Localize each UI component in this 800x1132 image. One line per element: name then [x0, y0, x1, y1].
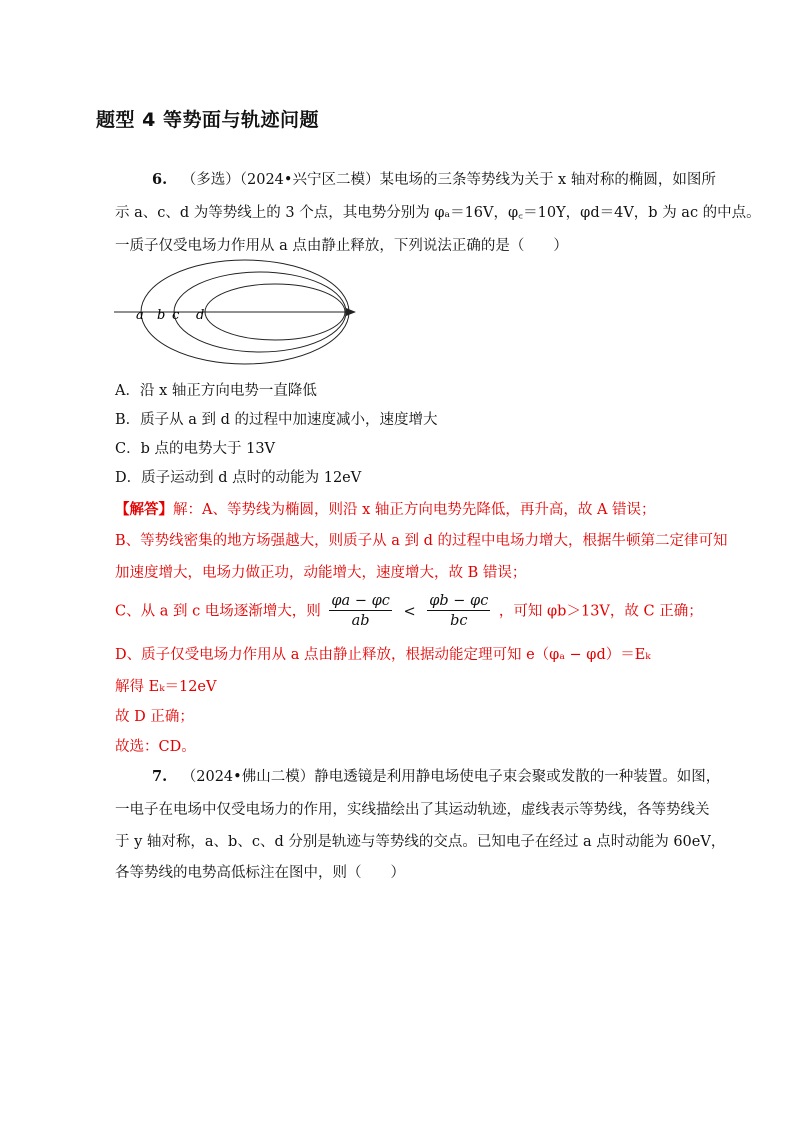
option-b: B．质子从 a 到 d 的过程中加速度减小，速度增大 [115, 412, 438, 428]
answer-c-prefix: C、从 a 到 c 电场逐渐增大，则 [115, 603, 321, 620]
label-d: d [196, 308, 205, 323]
q6-line2: 示 a、c、d 为等势线上的 3 个点，其电势分别为 φₐ＝16V，φ꜀＝10Y，φd＝4V，b 为 ac 的中点。 [115, 205, 761, 221]
section-heading: 题型 4 等势面与轨迹问题 [96, 109, 319, 131]
fraction-2-denominator: bc [450, 613, 468, 629]
fraction-1-denominator: ab [351, 613, 370, 629]
q6-line1-text: （多选）（2024•兴宁区二模）某电场的三条等势线为关于 x 轴对称的椭圆，如图所 [181, 172, 716, 188]
q7-line4: 各等势线的电势高低标注在图中，则（ ） [115, 865, 405, 881]
q7-line1 [152, 767, 720, 787]
label-b: b [157, 308, 166, 323]
label-a: a [136, 308, 144, 323]
q7-line3: 于 y 轴对称，a、b、c、d 分别是轨迹与等势线的交点。已知电子在经过 a 点时动能为 60eV， [115, 834, 726, 850]
answer-a [115, 500, 656, 520]
q6-figure [108, 258, 368, 368]
q6-line3: 一质子仅受电场力作用从 a 点由静止释放，下列说法正确的是（ ） [115, 238, 568, 254]
answer-b-line2: 加速度增大，电场力做正功，动能增大，速度增大，故 B 错误； [115, 565, 527, 581]
answer-b-line1: B、等势线密集的地方场强越大，则质子从 a 到 d 的过程中电场力增大，根据牛顿第二定律可知 [115, 533, 728, 549]
option-d: D．质子运动到 d 点时的动能为 12eV [115, 470, 362, 486]
x-axis-arrow [346, 308, 356, 316]
answer-c [115, 592, 703, 631]
answer-solve: 解得 Eₖ＝12eV [115, 679, 217, 695]
answer-d-correct: 故 D 正确； [115, 709, 194, 725]
fraction-1-numerator: φa − φc [331, 593, 390, 609]
fraction-1 [329, 592, 391, 631]
q6-line1 [152, 170, 716, 190]
q6-number: 6. [152, 171, 168, 188]
answer-c-suffix: ，可知 φb＞13V，故 C 正确； [498, 603, 703, 620]
answer-tag: 【解答】 [115, 501, 173, 518]
q7-number: 7. [152, 768, 168, 785]
answer-a-text: 解：A、等势线为椭圆，则沿 x 轴正方向电势先降低，再升高，故 A 错误； [173, 502, 656, 518]
fraction-2 [427, 592, 490, 631]
fraction-2-numerator: φb − φc [429, 593, 489, 609]
option-a: A．沿 x 轴正方向电势一直降低 [115, 383, 317, 399]
label-c: c [172, 308, 180, 323]
answer-d: D、质子仅受电场力作用从 a 点由静止释放，根据动能定理可知 e（φₐ − φd）＝Eₖ [115, 647, 651, 663]
q7-line2: 一电子在电场中仅受电场力的作用，实线描绘出了其运动轨迹，虚线表示等势线，各等势线关 [115, 802, 710, 818]
q7-line1-text: （2024•佛山二模）静电透镜是利用静电场使电子束会聚或发散的一种装置。如图， [181, 769, 721, 785]
less-than-sign: < [403, 603, 416, 620]
answer-choice: 故选：CD。 [115, 739, 196, 755]
option-c: C．b 点的电势大于 13V [115, 441, 276, 457]
